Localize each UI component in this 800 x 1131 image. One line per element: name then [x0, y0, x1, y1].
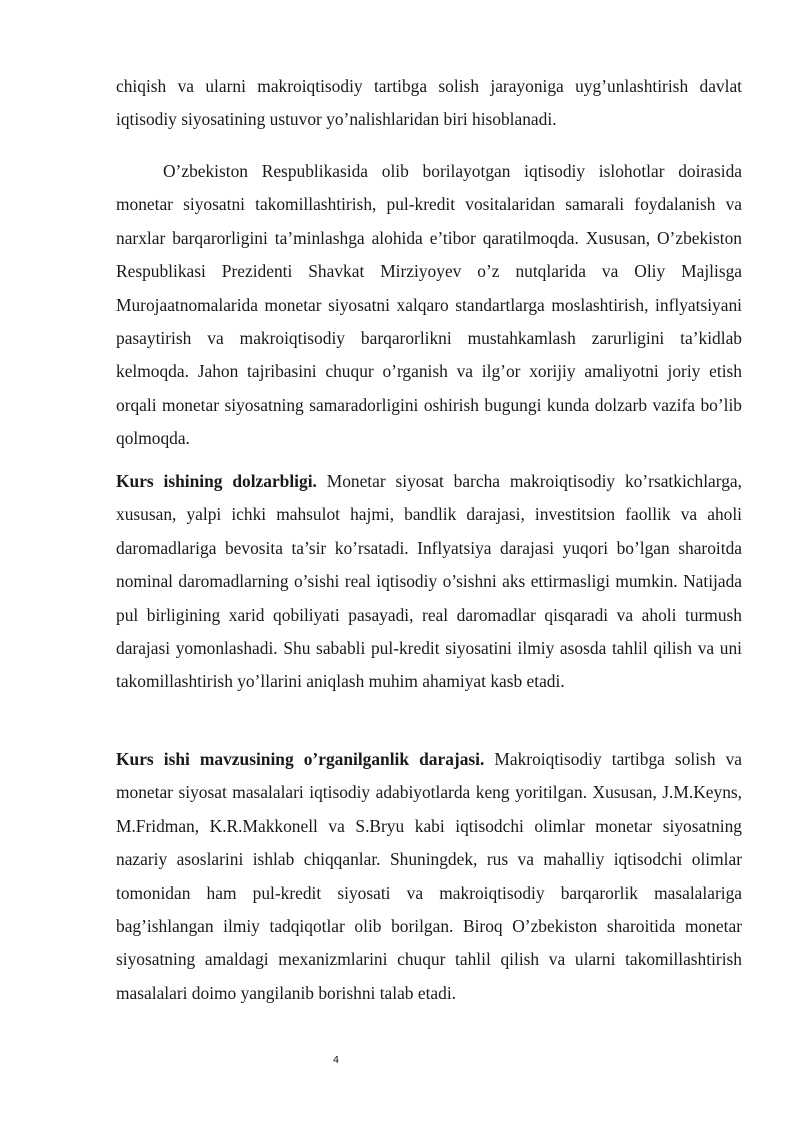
paragraph-heading: Kurs ishining dolzarbligi. — [116, 471, 317, 491]
paragraph-literature-review — [116, 743, 742, 1010]
paragraph-text: Monetar siyosat barcha makroiqtisodiy ko’rsatkichlarga, xususan, yalpi ichki mahsulot hajmi, bandlik darajasi, investitsion faollik va aholi daromadlariga bevosita ta’sir ko’rsatadi. Inflyatsiya darajasi yuqori bo’lgan sharoitda nominal daromadlarning o’sishi real iqtisodiy o’sishni aks ettirmasligi mumkin. Natijada pul birligining xarid qobiliyati pasayadi, real daromadlar qisqaradi va aholi turmush darajasi yomonlashadi. Shu sababli pul-kredit siyosatini ilmiy asosda tahlil qilish va uni takomillashtirish yo’llarini aniqlash muhim ahamiyat kasb etadi. — [116, 471, 742, 692]
page-number: 4 — [332, 1055, 340, 1066]
paragraph-relevance — [116, 465, 742, 699]
paragraph-intro-continuation — [116, 70, 742, 137]
paragraph-reforms — [116, 155, 742, 456]
paragraph-text: chiqish va ularni makroiqtisodiy tartibga solish jarayoniga uyg’unlashtirish davlat iqtisodiy siyosatining ustuvor yo’nalishlaridan biri hisoblanadi. — [116, 76, 742, 130]
paragraph-text: Makroiqtisodiy tartibga solish va monetar siyosat masalalari iqtisodiy adabiyotlarda keng yoritilgan. Xususan, J.M.Keyns, M.Fridman, K.R.Makkonell va S.Bryu kabi iqtisodchi olimlar monetar siyosatning nazariy asoslarini ishlab chiqqanlar. Shuningdek, rus va mahalliy iqtisodchi olimlar tomonidan ham pul-kredit siyosati va makroiqtisodiy barqarorlik masalalariga bag’ishlangan ilmiy tadqiqotlar olib borilgan. Biroq O’zbekiston sharoitida monetar siyosatning amaldagi mexanizmlarini chuqur tahlil qilish va ularni takomillashtirish masalalari doimo yangilanib borishni talab etadi. — [116, 749, 742, 1003]
paragraph-heading: Kurs ishi mavzusining o’rganilganlik darajasi. — [116, 749, 485, 769]
paragraph-text: O’zbekiston Respublikasida olib borilayotgan iqtisodiy islohotlar doirasida monetar siyosatni takomillashtirish, pul-kredit vositalaridan samarali foydalanish va narxlar barqarorligini ta’minlashga alohida e’tibor qaratilmoqda. Xususan, O’zbekiston Respublikasi Prezidenti Shavkat Mirziyoyev o’z nutqlarida va Oliy Majlisga Murojaatnomalarida monetar siyosatni xalqaro standartlarga moslashtirish, inflyatsiyani pasaytirish va makroiqtisodiy barqarorlikni mustahkamlash zarurligini ta’kidlab kelmoqda. Jahon tajribasini chuqur o’rganish va ilg’or xorijiy amaliyotni joriy etish orqali monetar siyosatning samaradorligini oshirish bugungi kunda dolzarb vazifa bo’lib qolmoqda. — [116, 161, 742, 449]
